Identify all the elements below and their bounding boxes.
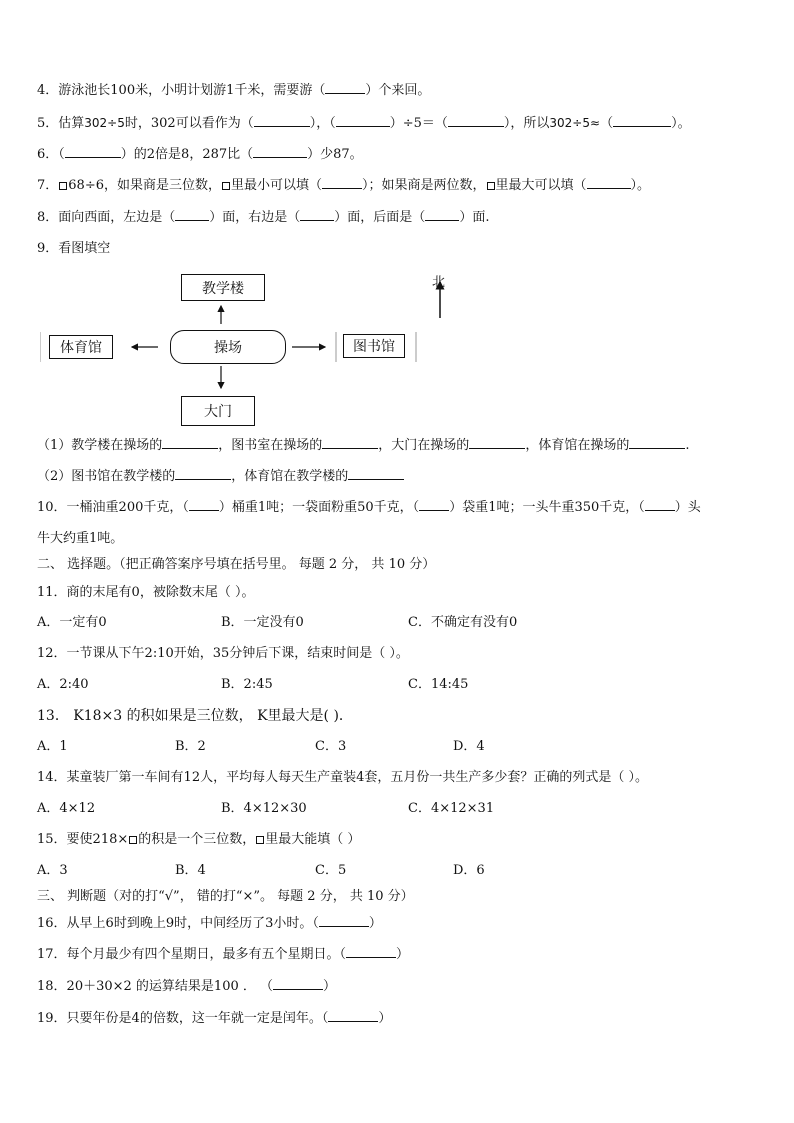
question-18: 18．20＋30×2 的运算结果是100 ． （ ）	[37, 979, 337, 994]
option-c[interactable]: C．5	[315, 863, 347, 878]
option-a[interactable]: A．3	[37, 863, 68, 878]
box-placeholder-icon	[487, 182, 495, 190]
answer-blank[interactable]	[319, 915, 369, 927]
answer-blank[interactable]	[254, 115, 310, 127]
answer-blank[interactable]	[273, 978, 323, 990]
answer-blank[interactable]	[613, 115, 671, 127]
option-a[interactable]: A．1	[37, 739, 68, 754]
option-a[interactable]: A．一定有0	[37, 615, 107, 630]
answer-blank[interactable]	[336, 115, 390, 127]
answer-blank[interactable]	[448, 115, 504, 127]
question-12: 12．一节课从下午2:10开始，35分钟后下课，结束时间是（ ）。	[37, 646, 409, 661]
section-2-heading: 二、 选择题。（把正确答案序号填在括号里。 每题 2 分， 共 10 分）	[37, 557, 436, 572]
question-5: 5．估算302÷5时，302可以看作为（ ），（ ）÷5＝（ ），所以302÷5≈（ ）。	[37, 116, 691, 131]
question-9-2: （2）图书馆在教学楼的 ，体育馆在教学楼的	[37, 468, 774, 486]
playground-box: 操场	[170, 330, 286, 364]
option-d[interactable]: D．4	[453, 739, 485, 754]
answer-blank[interactable]	[425, 209, 459, 221]
answer-blank[interactable]	[348, 468, 404, 480]
answer-blank[interactable]	[328, 1010, 378, 1022]
question-7: 7． 68÷6，如果商是三位数， 里最小可以填（ ）；如果商是两位数， 里最大可以填（ ）。	[37, 178, 651, 193]
campus-map-diagram	[40, 268, 460, 433]
option-c[interactable]: C．14:45	[408, 677, 469, 692]
answer-blank[interactable]	[322, 177, 362, 189]
answer-blank[interactable]	[65, 146, 121, 158]
answer-blank[interactable]	[300, 209, 334, 221]
question-13: 13． K18×3 的积如果是三位数， K里最大是( )．	[37, 708, 353, 724]
answer-blank[interactable]	[322, 437, 378, 449]
question-9-1: （1）教学楼在操场的 ，图书室在操场的 ，大门在操场的 ，体育馆在操场的 .	[37, 438, 690, 453]
answer-blank[interactable]	[253, 146, 307, 158]
answer-blank[interactable]	[645, 499, 675, 511]
answer-blank[interactable]	[175, 468, 231, 480]
section-3-heading: 三、 判断题（对的打“√”， 错的打“×”。 每题 2 分， 共 10 分）	[37, 889, 414, 904]
option-c[interactable]: C．不确定有没有0	[408, 615, 518, 630]
gate-box: 大门	[181, 396, 255, 426]
answer-blank[interactable]	[629, 437, 685, 449]
question-10-line-1: 10．一桶油重200千克，（ ）桶重1吨；一袋面粉重50千克，（ ）袋重1吨；一头牛重350千克，（ ）头	[37, 500, 701, 515]
box-placeholder-icon	[59, 182, 67, 190]
answer-blank[interactable]	[189, 499, 219, 511]
question-15: 15．要使218× 的积是一个三位数， 里最大能填（ ）	[37, 832, 361, 847]
question-16: 16．从早上6时到晚上9时，中间经历了3小时。（ ）	[37, 916, 382, 931]
option-c[interactable]: C．4×12×31	[408, 801, 495, 816]
answer-blank[interactable]	[346, 946, 396, 958]
option-c[interactable]: C．3	[315, 739, 347, 754]
answer-blank[interactable]	[325, 82, 365, 94]
box-placeholder-icon	[256, 836, 264, 844]
answer-blank[interactable]	[587, 177, 631, 189]
answer-blank[interactable]	[175, 209, 209, 221]
question-6: 6．（ ）的2倍是8，287比（ ）少87。	[37, 147, 363, 162]
box-placeholder-icon	[222, 182, 230, 190]
box-placeholder-icon	[129, 836, 137, 844]
option-d[interactable]: D．6	[453, 863, 485, 878]
question-10-line-2: 牛大约重1吨。	[37, 531, 124, 546]
gym-box: 体育馆	[49, 335, 113, 359]
question-19: 19．只要年份是4的倍数，这一年就一定是闰年。（ ）	[37, 1011, 392, 1026]
option-b[interactable]: B．4	[175, 863, 206, 878]
question-4: 4．游泳池长100米，小明计划游1千米，需要游（ ）个来回。	[37, 83, 431, 98]
answer-blank[interactable]	[469, 437, 525, 449]
teaching-building-box: 教学楼	[181, 274, 265, 301]
question-17: 17．每个月最少有四个星期日，最多有五个星期日。（ ）	[37, 947, 410, 962]
option-b[interactable]: B．一定没有0	[221, 615, 304, 630]
answer-blank[interactable]	[162, 437, 218, 449]
answer-blank[interactable]	[419, 499, 449, 511]
option-b[interactable]: B．4×12×30	[221, 801, 307, 816]
option-b[interactable]: B．2:45	[221, 677, 273, 692]
question-11: 11．商的末尾有0，被除数末尾（ ）。	[37, 585, 255, 600]
library-box: 图书馆	[343, 334, 405, 358]
question-9-title: 9．看图填空	[37, 241, 111, 256]
question-8: 8．面向西面，左边是（ ）面，右边是（ ）面，后面是（ ）面.	[37, 210, 490, 225]
option-b[interactable]: B．2	[175, 739, 206, 754]
north-label: 北	[432, 275, 446, 290]
question-14: 14．某童装厂第一车间有12人，平均每人每天生产童装4套，五月份一共生产多少套？正确的列式是（ ）。	[37, 770, 648, 785]
option-a[interactable]: A．4×12	[37, 801, 96, 816]
option-a[interactable]: A．2:40	[37, 677, 89, 692]
